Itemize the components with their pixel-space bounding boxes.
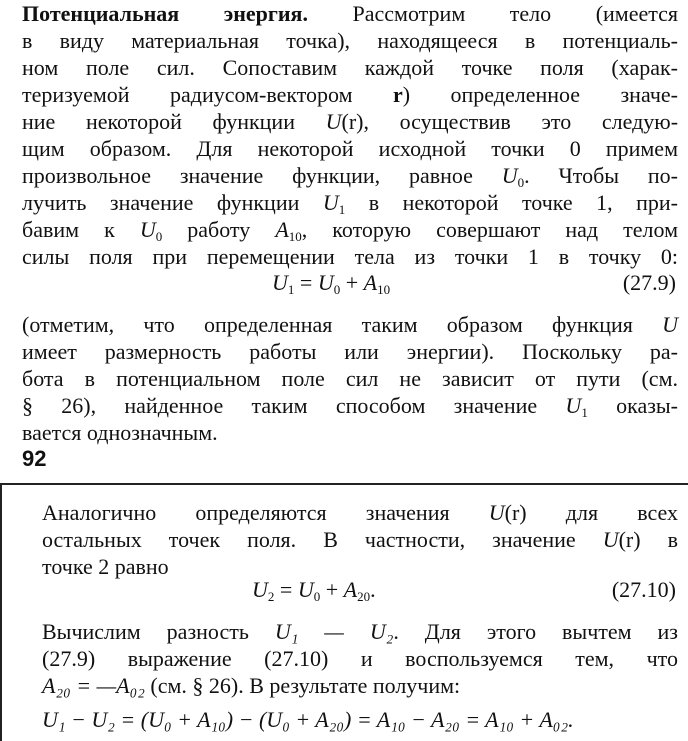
text-line: ном поле сил. Сопоставим каждой точке поля (харак- xyxy=(22,55,678,80)
equation-number: (27.9) xyxy=(622,270,676,295)
text-line: остальных точек поля. В частности, значение U(r) в xyxy=(42,527,678,552)
text-line: лучить значение функции $U_1$ в некоторой точке 1, при- xyxy=(22,190,678,217)
text-line: Потенциальная энергия. Рассмотрим тело (имеется xyxy=(22,1,679,26)
equation-27-9 xyxy=(0,268,676,298)
text-line: § 26), найденное таким способом значение $U_1$ оказы- xyxy=(22,393,679,420)
text-line: бавим к $U_0$ работу $A_{10}$, которую совершают над телом xyxy=(22,217,679,244)
text-line: теризуемой радиусом-вектором r) определенное значе- xyxy=(22,82,678,107)
equation-body: $U_2 = U_0 + A_{20}$. xyxy=(252,577,376,604)
text-line: имеет размерность работы или энергии). Поскольку ра- xyxy=(22,339,678,364)
text-line: Аналогично определяются значения U(r) для всех xyxy=(42,500,678,525)
text-line: Вычислим разность U₁ — U₂. Для этого вычтем из xyxy=(42,619,678,644)
equation-difference xyxy=(42,705,676,735)
text-line: бота в потенциальном поле сил не зависит от пути (см. xyxy=(22,366,678,391)
text-line: силы поля при перемещении тела из точки 1 в точку 0: xyxy=(22,244,678,269)
equation-number: (27.10) xyxy=(611,577,676,602)
section-heading: Потенциальная энергия. xyxy=(22,1,308,26)
text-line: ние некоторой функции U(r), осуществив это следую- xyxy=(22,109,679,134)
equation-body: U₁ − U₂ = (U₀ + A₁₀) − (U₀ + A₂₀) = A₁₀ − A₂₀ = A₁₀ + A₀₂. xyxy=(42,707,574,732)
text-line: (отметим, что определенная таким образом функция U xyxy=(22,312,678,337)
page-number: 92 xyxy=(22,446,47,471)
page-bottom xyxy=(0,483,688,741)
text-line: в виду материальная точка), находящееся в потенциаль- xyxy=(22,28,678,53)
text-line: (27.9) выражение (27.10) и воспользуемся тем, что xyxy=(42,646,678,671)
text-line: щим образом. Для некоторой исходной точки 0 примем xyxy=(22,136,678,161)
text-line: вается однозначным. xyxy=(22,420,218,445)
equation-body: $U_1 = U_0 + A_{10}$ xyxy=(272,270,391,297)
text-line: A₂₀ = —A₀₂ (см. § 26). В результате получим: xyxy=(42,673,461,698)
text-line: произвольное значение функции, равное $U_0$. Чтобы по- xyxy=(22,163,678,190)
equation-27-10 xyxy=(2,575,676,605)
text-line: точке 2 равно xyxy=(42,554,169,579)
